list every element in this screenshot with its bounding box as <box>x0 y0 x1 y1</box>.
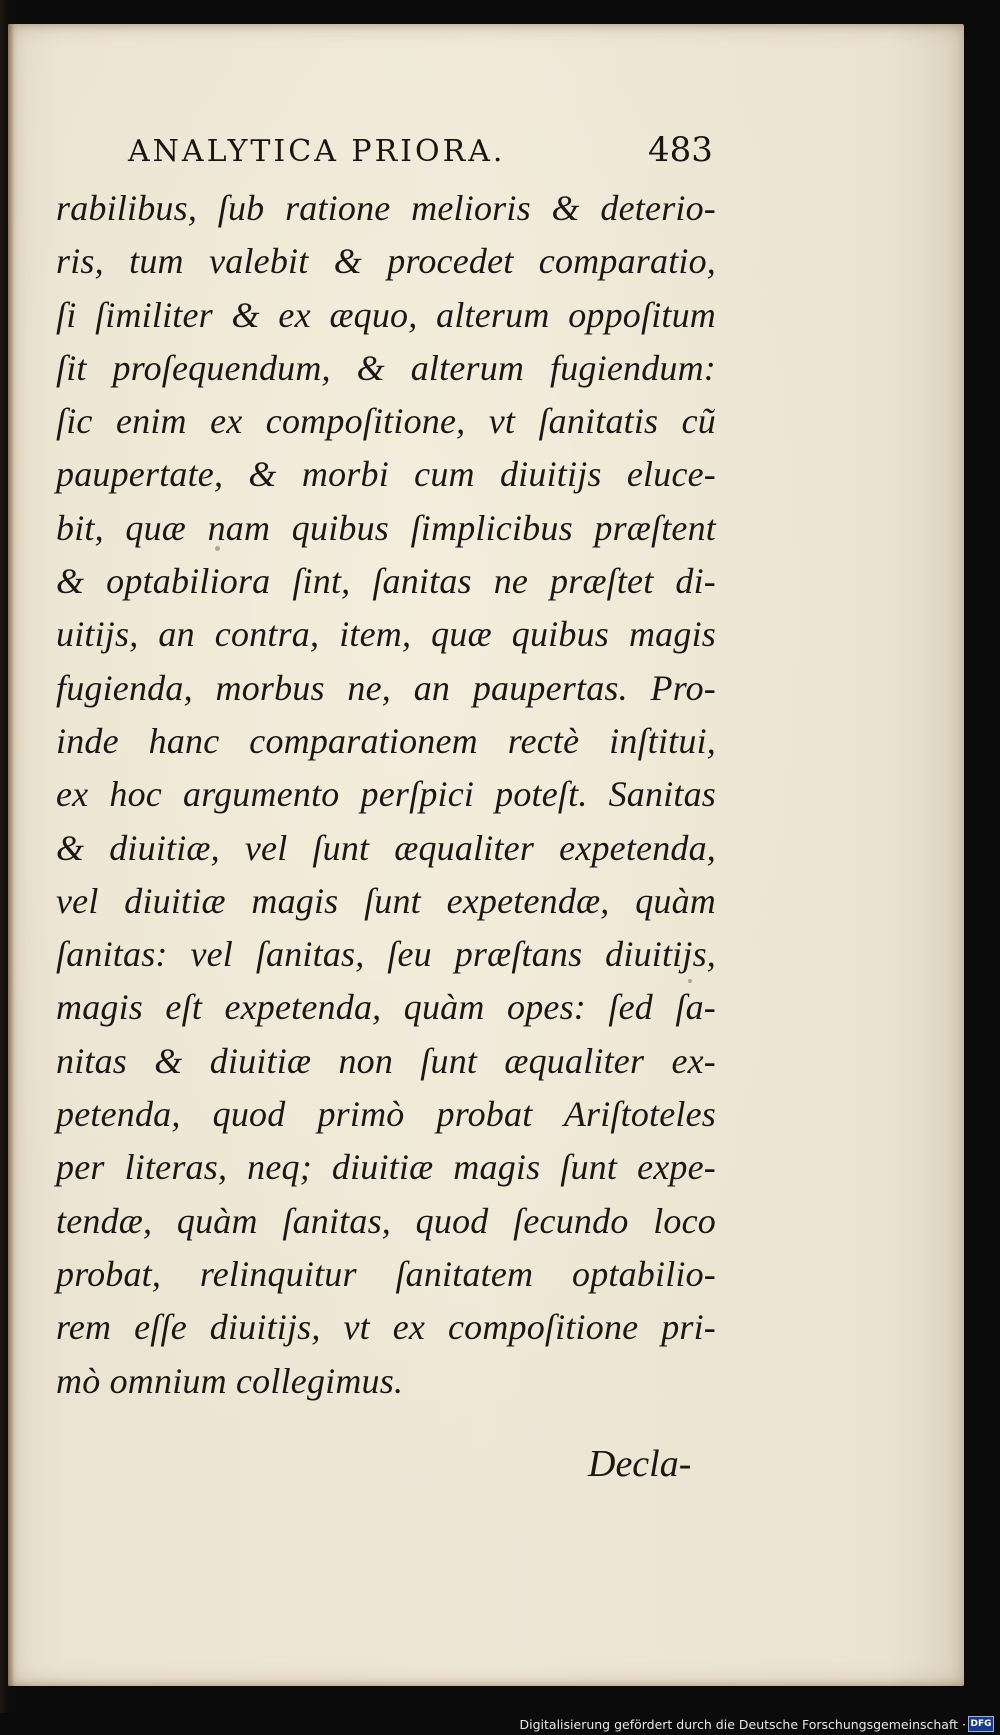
text-line: magis eſt expetenda, quàm opes: ſed ſa- <box>56 987 716 1028</box>
dfg-logo: DFG <box>968 1716 994 1732</box>
text-line: ſanitas: vel ſanitas, ſeu præſtans diuitijs, <box>56 934 716 975</box>
text-line: ſi ſimiliter & ex æquo, alterum oppoſitum <box>56 294 716 335</box>
text-line: uitijs, an contra, item, quæ quibus magis <box>56 614 716 655</box>
text-line: ris, tum valebit & procedet comparatio, <box>56 241 716 282</box>
text-line: tendæ, quàm ſanitas, quod ſecundo loco <box>56 1200 716 1241</box>
text-line: rem eſſe diuitijs, vt ex compoſitione pri- <box>56 1307 716 1348</box>
page-edge-shadow <box>8 24 14 1686</box>
text-line: fugienda, morbus ne, an paupertas. Pro- <box>56 667 716 708</box>
text-line: rabilibus, ſub ratione melioris & deterio- <box>56 188 716 228</box>
text-line: & optabiliora ſint, ſanitas ne præſtet di- <box>56 561 716 602</box>
text-line: paupertate, & morbi cum diuitijs eluce- <box>56 454 716 495</box>
text-line: & diuitiæ, vel ſunt æqualiter expetenda, <box>56 827 716 868</box>
funding-credit: Digitalisierung gefördert durch die Deutsche Forschungsgemeinschaft · <box>519 1717 966 1732</box>
text-line: ex hoc argumento perſpici poteſt. Sanitas <box>56 774 716 815</box>
catchword: Decla- <box>588 1443 692 1485</box>
text-line: mò omnium collegimus. <box>56 1360 404 1401</box>
text-line: petenda, quod primò probat Ariſtoteles <box>56 1094 716 1135</box>
book-page <box>8 24 964 1686</box>
text-line: probat, relinquitur ſanitatem optabilio- <box>56 1253 716 1294</box>
text-line: vel diuitiæ magis ſunt expetendæ, quàm <box>56 880 716 921</box>
text-line: nitas & diuitiæ non ſunt æqualiter ex- <box>56 1040 716 1081</box>
body-text <box>56 182 716 1408</box>
page-number: 483 <box>648 130 713 170</box>
running-head: ANALYTICA PRIORA. <box>128 134 506 169</box>
text-line: ſit proſequendum, & alterum fugiendum: <box>56 347 716 388</box>
text-line: ſic enim ex compoſitione, vt ſanitatis cũ <box>56 401 716 442</box>
digitization-footer <box>0 1713 1000 1735</box>
text-line: bit, quæ nam quibus ſimplicibus præſtent <box>56 507 716 548</box>
text-line: per literas, neq; diuitiæ magis ſunt expe- <box>56 1147 716 1188</box>
text-line: inde hanc comparationem rectè inſtitui, <box>56 720 716 761</box>
